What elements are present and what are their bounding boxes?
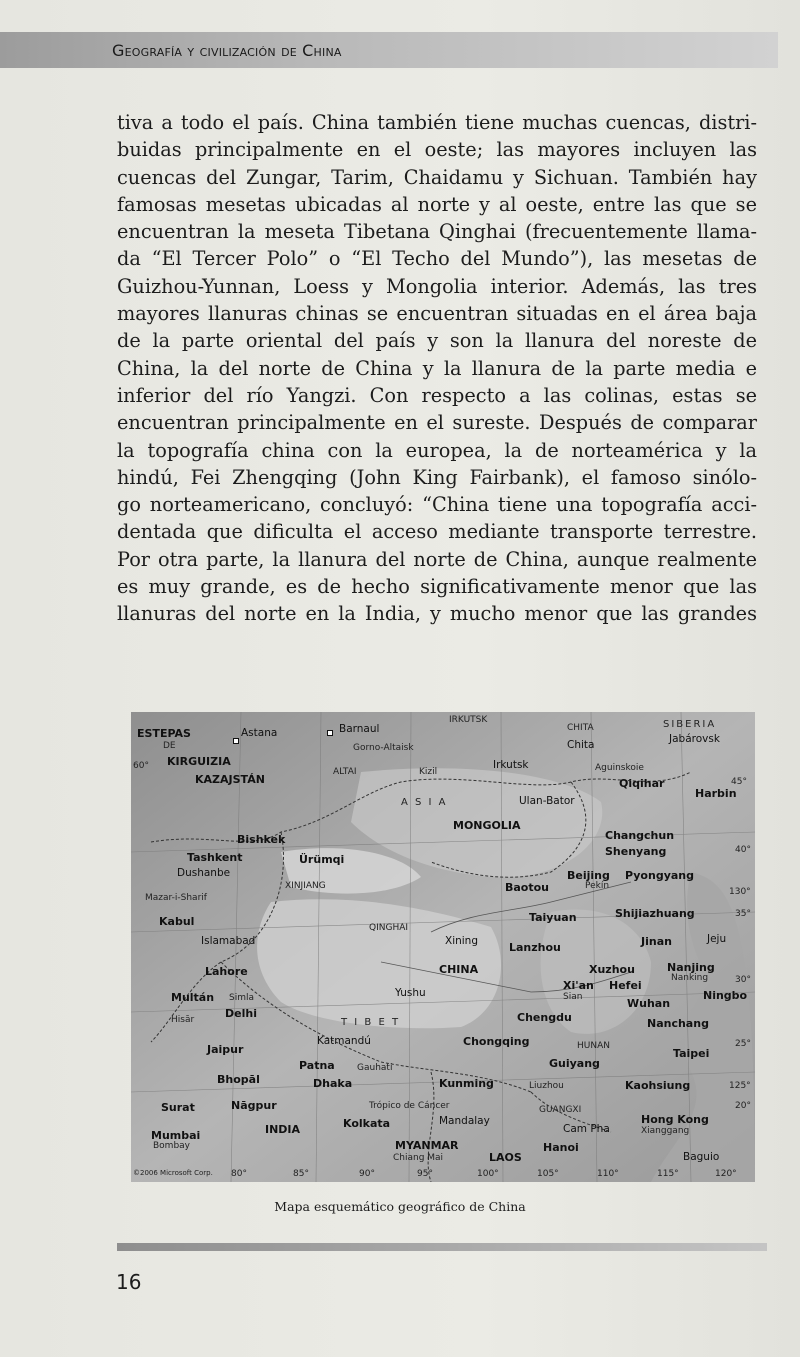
text-line: da “El Tercer Polo” o “El Techo del Mundo”), las mesetas de	[117, 247, 757, 271]
map-label-city: Hisār	[171, 1015, 195, 1025]
map-label-city: Irkutsk	[493, 759, 529, 771]
map-label-region: MONGOLIA	[453, 819, 521, 832]
map-graticule-label: 105°	[537, 1169, 559, 1179]
text-line: China, la del norte de China y la llanura de la parte media e	[117, 356, 757, 380]
map-label-city: Sian	[563, 992, 583, 1002]
map-label-region: DE	[163, 741, 176, 751]
map-label-city: Kunming	[439, 1077, 494, 1090]
text-line: famosas mesetas ubicadas al norte y al oeste, entre las que se	[117, 192, 757, 216]
map-label-city: Kizil	[419, 767, 438, 777]
map-graticule-label: 125°	[729, 1081, 751, 1091]
map-label-region: ALTAI	[333, 767, 357, 777]
map-label-city: Bombay	[153, 1141, 191, 1151]
map-graticule-label: 115°	[657, 1169, 679, 1179]
map-label-region: A S I A	[401, 797, 448, 808]
map-label-city: Gauhati	[357, 1063, 393, 1073]
map-graticule-label: 25°	[735, 1039, 751, 1049]
map-label-line: Trópico de Cáncer	[369, 1101, 450, 1111]
map-label-region: T I B E T	[341, 1017, 401, 1028]
map-graticule-label: 60°	[133, 761, 149, 771]
map-graticule-label: 110°	[597, 1169, 619, 1179]
map-label-city: Shenyang	[605, 845, 667, 858]
city-marker	[233, 738, 239, 744]
map-label-city: Dhaka	[313, 1077, 353, 1090]
map-label-city: Chita	[567, 739, 595, 751]
map-label-city: Kaohsiung	[625, 1079, 691, 1092]
map-graticule-label: 120°	[715, 1169, 737, 1179]
map-label-city: Bishkek	[237, 833, 286, 846]
map-graticule-label: 85°	[293, 1169, 309, 1179]
map-label-region: INDIA	[265, 1123, 301, 1136]
map-label-city: Wuhan	[627, 997, 671, 1010]
footer-band	[117, 1243, 767, 1251]
map-label-city: Chiang Mai	[393, 1153, 444, 1163]
map-label-city: Shijiazhuang	[615, 907, 695, 920]
text-line: dentada que dificulta el acceso mediante transporte terrestre.	[117, 520, 757, 544]
map-label-city: Chongqing	[463, 1035, 530, 1048]
text-line: encuentran principalmente en el sureste. Después de comparar	[117, 411, 757, 435]
map-label-city: Simla	[229, 993, 254, 1003]
map-label-city: Bhopāl	[217, 1073, 260, 1086]
china-map	[131, 712, 755, 1182]
map-label-city: Guiyang	[549, 1057, 600, 1070]
map-label-city: Nanjing	[667, 961, 715, 974]
text-line: Por otra parte, la llanura del norte de China, aunque realmente	[117, 547, 757, 571]
map-label-city: Ürümqi	[299, 853, 345, 866]
map-graticule-label: 95°	[417, 1169, 433, 1179]
text-line: es muy grande, es de hecho significativamente menor que las	[117, 575, 757, 599]
map-label-city: Jaipur	[207, 1043, 244, 1056]
map-label-city: Beijing	[567, 869, 610, 882]
map-label-region: HUNAN	[577, 1041, 610, 1051]
map-label-city: Tashkent	[187, 851, 243, 864]
map-label-city: Multán	[171, 991, 215, 1004]
map-label-region: SIBERIA	[663, 719, 717, 730]
map-label-city: Taiyuan	[529, 911, 577, 924]
map-label-city: Taipei	[673, 1047, 710, 1060]
map-graticule-label: 20°	[735, 1101, 751, 1111]
map-label-region: IRKUTSK	[449, 715, 488, 725]
map-label-city: Kabul	[159, 915, 195, 928]
map-label-region: MYANMAR	[395, 1139, 459, 1152]
map-label-city: Baguio	[683, 1151, 720, 1163]
map-label-city: Yushu	[395, 987, 426, 999]
map-label-city: Xianggang	[641, 1126, 690, 1136]
map-label-city: Surat	[161, 1101, 195, 1114]
map-label-city: Harbin	[695, 787, 737, 800]
text-line: tiva a todo el país. China también tiene muchas cuencas, distri-	[117, 111, 757, 134]
map-graticule-label: 40°	[735, 845, 751, 855]
text-line: buidas principalmente en el oeste; las mayores incluyen las	[117, 138, 757, 162]
map-label-region: LAOS	[489, 1151, 522, 1164]
map-label-region: KAZAJSTÁN	[195, 773, 265, 786]
map-copyright: ©2006 Microsoft Corp.	[133, 1169, 213, 1177]
text-line: llanuras del norte en la India, y mucho menor que las grandes	[117, 602, 757, 626]
map-label-city: Cam Pha	[563, 1123, 610, 1135]
map-label-city: Mandalay	[439, 1115, 490, 1127]
map-label-city: Patna	[299, 1059, 335, 1072]
text-line: la topografía china con la europea, la de norteamérica y la	[117, 438, 757, 462]
map-graticule-label: 90°	[359, 1169, 375, 1179]
map-label-city: Hefei	[609, 979, 642, 992]
text-line: encuentran la meseta Tibetana Qinghai (frecuentemente llama-	[117, 220, 757, 244]
map-label-city: Ningbo	[703, 989, 748, 1002]
map-label-city: Mumbai	[151, 1129, 201, 1142]
map-label-region: KIRGUIZIA	[167, 755, 231, 768]
map-label-city: Jabárovsk	[669, 733, 720, 745]
map-label-city: Gorno-Altaisk	[353, 743, 414, 753]
map-label-city: Chengdu	[517, 1011, 572, 1024]
map-label-city: Kolkata	[343, 1117, 391, 1130]
map-graticule-label: 80°	[231, 1169, 247, 1179]
map-label-city: Baotou	[505, 881, 550, 894]
city-marker	[327, 730, 333, 736]
map-label-city: Mazar-i-Sharif	[145, 893, 207, 903]
text-line: hindú, Fei Zhengqing (John King Fairbank), el famoso sinólo-	[117, 465, 757, 489]
map-graticule-label: 35°	[735, 909, 751, 919]
map-label-city: Pyongyang	[625, 869, 694, 882]
map-graticule-label: 100°	[477, 1169, 499, 1179]
running-header: Geografía y civilización de China	[112, 41, 342, 60]
map-label-city: Lahore	[205, 965, 248, 978]
map-label-city: Dushanbe	[177, 867, 231, 879]
map-label-city: Hong Kong	[641, 1113, 709, 1126]
map-label-city: Hanoi	[543, 1141, 579, 1154]
map-label-region: ESTEPAS	[137, 727, 191, 740]
map-label-city: Lanzhou	[509, 941, 561, 954]
map-label-city: Barnaul	[339, 723, 380, 735]
map-label-region: CHINA	[439, 963, 479, 976]
text-line: go norteamericano, concluyó: “China tiene una topografía acci-	[117, 493, 757, 517]
text-line: de la parte oriental del país y son la llanura del noreste de	[117, 329, 757, 353]
map-label-city: Delhi	[225, 1007, 257, 1020]
map-label-city: Aguinskoie	[595, 763, 644, 773]
map-graticule-label: 130°	[729, 887, 751, 897]
map-label-region: XINJIANG	[285, 881, 326, 891]
map-label-city: Astana	[241, 727, 278, 739]
map-label-region: CHITA	[567, 723, 594, 733]
map-label-city: Islamabad	[201, 935, 256, 947]
map-label-city: Jeju	[707, 933, 727, 945]
map-label-city: Nāgpur	[231, 1099, 277, 1112]
map-label-city: Jinan	[641, 935, 672, 948]
figure-caption: Mapa esquemático geográfico de China	[274, 1199, 526, 1214]
map-label-city: Ulan-Bator	[519, 795, 575, 807]
map-label-city: Xuzhou	[589, 963, 635, 976]
map-label-city: Xining	[445, 935, 479, 947]
text-line: inferior del río Yangzi. Con respecto a las colinas, estas se	[117, 383, 757, 407]
map-label-region: GUANGXI	[539, 1105, 582, 1115]
text-line: cuencas del Zungar, Tarim, Chaidamu y Sichuan. También hay	[117, 165, 757, 189]
map-graticule-label: 30°	[735, 975, 751, 985]
text-line: mayores llanuras chinas se encuentran situadas en el área baja	[117, 302, 757, 326]
map-label-city: Nanking	[671, 973, 709, 983]
map-label-city: Qiqihar	[619, 777, 665, 790]
map-label-region: QINGHAI	[369, 923, 409, 933]
map-label-city: Liuzhou	[529, 1081, 564, 1091]
text-line: Guizhou-Yunnan, Loess y Mongolia interior. Además, las tres	[117, 274, 757, 298]
map-label-city: Katmandú	[317, 1035, 371, 1047]
map-graticule-label: 45°	[731, 777, 747, 787]
page-number: 16	[116, 1270, 142, 1294]
map-label-city: Xi'an	[563, 979, 594, 992]
map-label-city: Changchun	[605, 829, 675, 842]
map-label-city: Nanchang	[647, 1017, 709, 1030]
body-text	[117, 109, 757, 628]
map-label-city: Pekín	[585, 881, 610, 891]
